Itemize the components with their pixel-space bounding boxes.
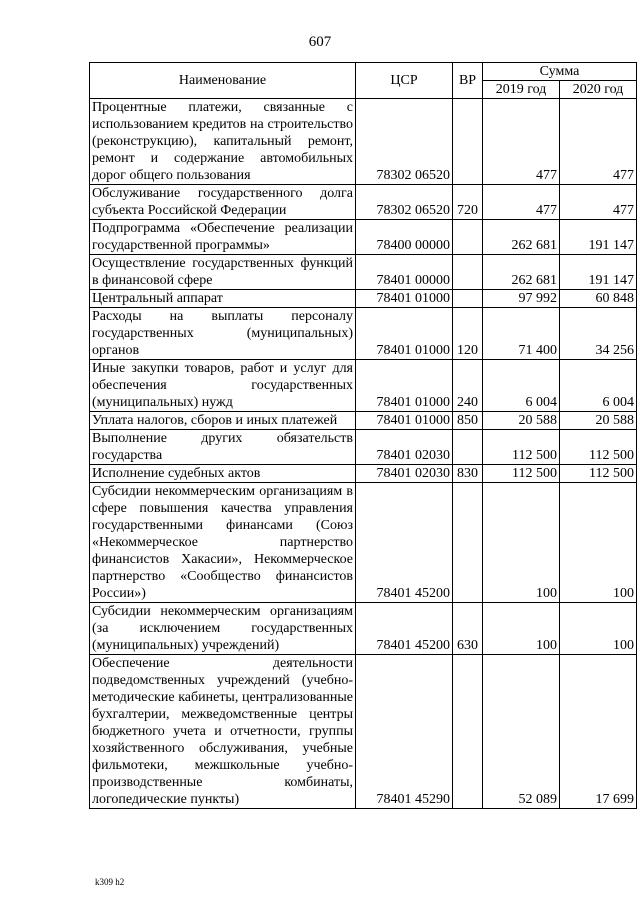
row-vr: 830 bbox=[453, 465, 483, 483]
row-vr: 120 bbox=[453, 308, 483, 360]
row-vr: 630 bbox=[453, 603, 483, 655]
row-name: Обеспечение деятельности подведомственных учреждений (учебно-методические кабинеты, централизованные бухгалтерии, межведомственные центры бюджетного учета и отчетности, группы хозяйственного обслуживания, учебные фильмотеки, межшкольные учебно-производственные комбинаты, логопедические пункты) bbox=[90, 655, 356, 809]
row-csr: 78400 00000 bbox=[356, 220, 453, 255]
row-sum-2019: 100 bbox=[483, 483, 560, 603]
row-sum-2020: 191 147 bbox=[560, 220, 637, 255]
row-name: Обслуживание государственного долга субъекта Российской Федерации bbox=[90, 185, 356, 220]
row-vr bbox=[453, 655, 483, 809]
table-row bbox=[90, 185, 637, 220]
row-sum-2019: 477 bbox=[483, 185, 560, 220]
row-name: Выполнение других обязательств государства bbox=[90, 430, 356, 465]
row-sum-2019: 262 681 bbox=[483, 220, 560, 255]
row-name: Иные закупки товаров, работ и услуг для обеспечения государственных (муниципальных) нужд bbox=[90, 360, 356, 412]
row-vr bbox=[453, 99, 483, 185]
row-csr: 78401 45290 bbox=[356, 655, 453, 809]
table-row bbox=[90, 483, 637, 603]
row-sum-2020: 100 bbox=[560, 483, 637, 603]
row-vr: 850 bbox=[453, 412, 483, 430]
row-name: Исполнение судебных актов bbox=[90, 465, 356, 483]
row-csr: 78401 00000 bbox=[356, 255, 453, 290]
table-row bbox=[90, 465, 637, 483]
row-csr: 78401 45200 bbox=[356, 603, 453, 655]
row-sum-2020: 20 588 bbox=[560, 412, 637, 430]
row-vr: 720 bbox=[453, 185, 483, 220]
header-vr: ВР bbox=[453, 63, 483, 99]
row-sum-2020: 191 147 bbox=[560, 255, 637, 290]
row-sum-2019: 477 bbox=[483, 99, 560, 185]
row-sum-2019: 20 588 bbox=[483, 412, 560, 430]
row-vr bbox=[453, 255, 483, 290]
table-row bbox=[90, 99, 637, 185]
table-row bbox=[90, 655, 637, 809]
row-sum-2019: 97 992 bbox=[483, 290, 560, 308]
row-csr: 78401 01000 bbox=[356, 360, 453, 412]
row-sum-2020: 112 500 bbox=[560, 465, 637, 483]
table-row bbox=[90, 430, 637, 465]
row-name: Субсидии некоммерческим организациям в сфере повышения качества управления государственными финансами (Союз «Некоммерческое партнерство финансистов Хакасии», Некоммерческое партнерство «Сообщество финансистов России») bbox=[90, 483, 356, 603]
header-sum: Сумма bbox=[483, 63, 637, 81]
table-row bbox=[90, 290, 637, 308]
row-vr: 240 bbox=[453, 360, 483, 412]
row-vr bbox=[453, 430, 483, 465]
table-row bbox=[90, 255, 637, 290]
row-name: Уплата налогов, сборов и иных платежей bbox=[90, 412, 356, 430]
table-row bbox=[90, 220, 637, 255]
row-sum-2020: 6 004 bbox=[560, 360, 637, 412]
row-name: Осуществление государственных функций в финансовой сфере bbox=[90, 255, 356, 290]
row-sum-2020: 477 bbox=[560, 99, 637, 185]
row-name: Процентные платежи, связанные с использованием кредитов на строительство (реконструкцию), капитальный ремонт, ремонт и содержание автомобильных дорог общего пользования bbox=[90, 99, 356, 185]
table-row bbox=[90, 308, 637, 360]
table-row bbox=[90, 360, 637, 412]
row-csr: 78401 01000 bbox=[356, 290, 453, 308]
row-csr: 78401 45200 bbox=[356, 483, 453, 603]
row-name: Подпрограмма «Обеспечение реализации государственной программы» bbox=[90, 220, 356, 255]
page-number: 607 bbox=[308, 34, 332, 50]
row-vr bbox=[453, 220, 483, 255]
footer-code: k309 h2 bbox=[95, 877, 125, 887]
header-year-2020: 2020 год bbox=[560, 81, 637, 99]
row-sum-2019: 112 500 bbox=[483, 465, 560, 483]
row-csr: 78401 01000 bbox=[356, 412, 453, 430]
row-sum-2019: 6 004 bbox=[483, 360, 560, 412]
header-name: Наименование bbox=[90, 63, 356, 99]
row-sum-2020: 112 500 bbox=[560, 430, 637, 465]
row-sum-2020: 60 848 bbox=[560, 290, 637, 308]
row-name: Субсидии некоммерческим организациям (за исключением государственных (муниципальных) учреждений) bbox=[90, 603, 356, 655]
row-sum-2019: 112 500 bbox=[483, 430, 560, 465]
budget-table bbox=[89, 62, 637, 809]
row-sum-2020: 34 256 bbox=[560, 308, 637, 360]
row-csr: 78302 06520 bbox=[356, 99, 453, 185]
table-row bbox=[90, 603, 637, 655]
row-sum-2019: 262 681 bbox=[483, 255, 560, 290]
header-year-2019: 2019 год bbox=[483, 81, 560, 99]
row-sum-2019: 100 bbox=[483, 603, 560, 655]
row-vr bbox=[453, 290, 483, 308]
row-csr: 78302 06520 bbox=[356, 185, 453, 220]
row-name: Центральный аппарат bbox=[90, 290, 356, 308]
table-header bbox=[90, 63, 637, 99]
row-sum-2020: 477 bbox=[560, 185, 637, 220]
row-sum-2020: 100 bbox=[560, 603, 637, 655]
row-csr: 78401 02030 bbox=[356, 430, 453, 465]
header-csr: ЦСР bbox=[356, 63, 453, 99]
table-row bbox=[90, 412, 637, 430]
row-csr: 78401 02030 bbox=[356, 465, 453, 483]
row-sum-2019: 71 400 bbox=[483, 308, 560, 360]
row-sum-2019: 52 089 bbox=[483, 655, 560, 809]
row-sum-2020: 17 699 bbox=[560, 655, 637, 809]
row-vr bbox=[453, 483, 483, 603]
row-name: Расходы на выплаты персоналу государственных (муниципальных) органов bbox=[90, 308, 356, 360]
row-csr: 78401 01000 bbox=[356, 308, 453, 360]
